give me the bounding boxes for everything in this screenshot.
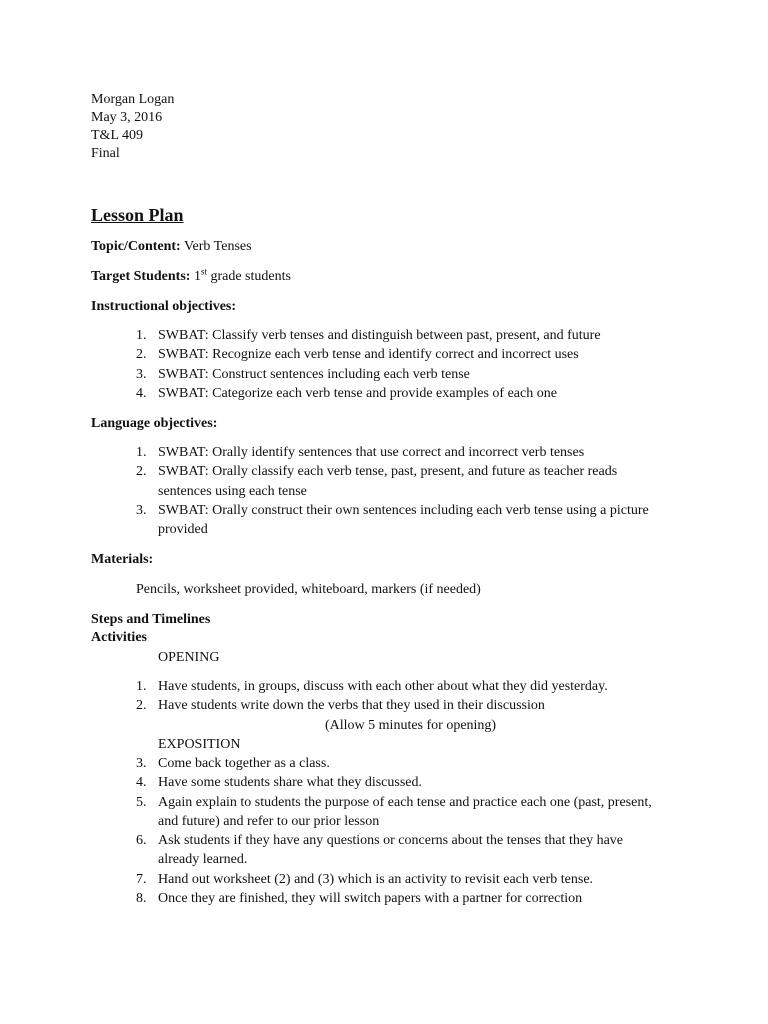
list-item: 2. SWBAT: Recognize each verb tense and identify correct and incorrect uses	[136, 347, 579, 363]
list-item: 8. Once they are finished, they will switch papers with a partner for correction	[136, 891, 583, 907]
topic-line	[91, 237, 252, 256]
list-item: 3. SWBAT: Orally construct their own sentences including each verb tense using a picture provided	[136, 502, 649, 538]
page-title: Lesson Plan	[91, 205, 184, 225]
document-date: May 3, 2016	[91, 110, 163, 125]
topic-label: Topic/Content:	[91, 239, 181, 254]
exposition-label: EXPOSITION	[158, 737, 241, 752]
language-list	[136, 443, 656, 539]
list-item: 6. Ask students if they have any questions or concerns about the tenses that they have already learned.	[136, 833, 623, 868]
instructional-heading: Instructional objectives:	[91, 299, 237, 314]
opening-time-note: (Allow 5 minutes for opening)	[325, 718, 497, 733]
list-item: 5. Again explain to students the purpose of each tense and practice each one (past, present, and future) and refer to our prior lesson	[136, 794, 652, 829]
instructional-list	[136, 326, 676, 403]
list-item: 2. SWBAT: Orally classify each verb tense, past, present, and future as teacher reads sentences using each tense	[136, 464, 618, 499]
author-name: Morgan Logan	[91, 92, 175, 107]
document-header	[91, 91, 174, 163]
materials-heading: Materials:	[91, 552, 154, 567]
list-item: 3. Come back together as a class.	[136, 756, 330, 771]
materials-text: Pencils, worksheet provided, whiteboard, markers (if needed)	[136, 582, 481, 597]
list-item: 2. Have students write down the verbs that they used in their discussion	[136, 698, 545, 714]
list-item: 1. SWBAT: Orally identify sentences that use correct and incorrect verb tenses	[136, 445, 585, 460]
list-item: 7. Hand out worksheet (2) and (3) which is an activity to revisit each verb tense.	[136, 871, 594, 887]
activities-heading: Activities	[91, 630, 147, 645]
target-label: Target Students:	[91, 269, 191, 284]
list-item: 3. SWBAT: Construct sentences including each verb tense	[136, 366, 470, 382]
target-value-rest: grade students	[206, 269, 291, 284]
opening-label: OPENING	[158, 650, 220, 665]
language-heading: Language objectives:	[91, 416, 218, 431]
list-item: 4. SWBAT: Categorize each verb tense and provide examples of each one	[136, 385, 557, 401]
assignment-label: Final	[91, 146, 120, 161]
list-item: 1. Have students, in groups, discuss with each other about what they did yesterday.	[136, 679, 608, 694]
course-code: T&L 409	[91, 128, 143, 143]
exposition-list	[136, 754, 666, 908]
target-value-sup: st	[200, 266, 207, 277]
opening-list	[136, 677, 696, 716]
list-item: 1. SWBAT: Classify verb tenses and distinguish between past, present, and future	[136, 328, 601, 343]
topic-value: Verb Tenses	[183, 239, 252, 254]
target-line	[91, 267, 291, 286]
target-value-num: 1	[193, 269, 201, 284]
list-item: 4. Have some students share what they discussed.	[136, 775, 422, 791]
steps-heading: Steps and Timelines	[91, 612, 211, 627]
